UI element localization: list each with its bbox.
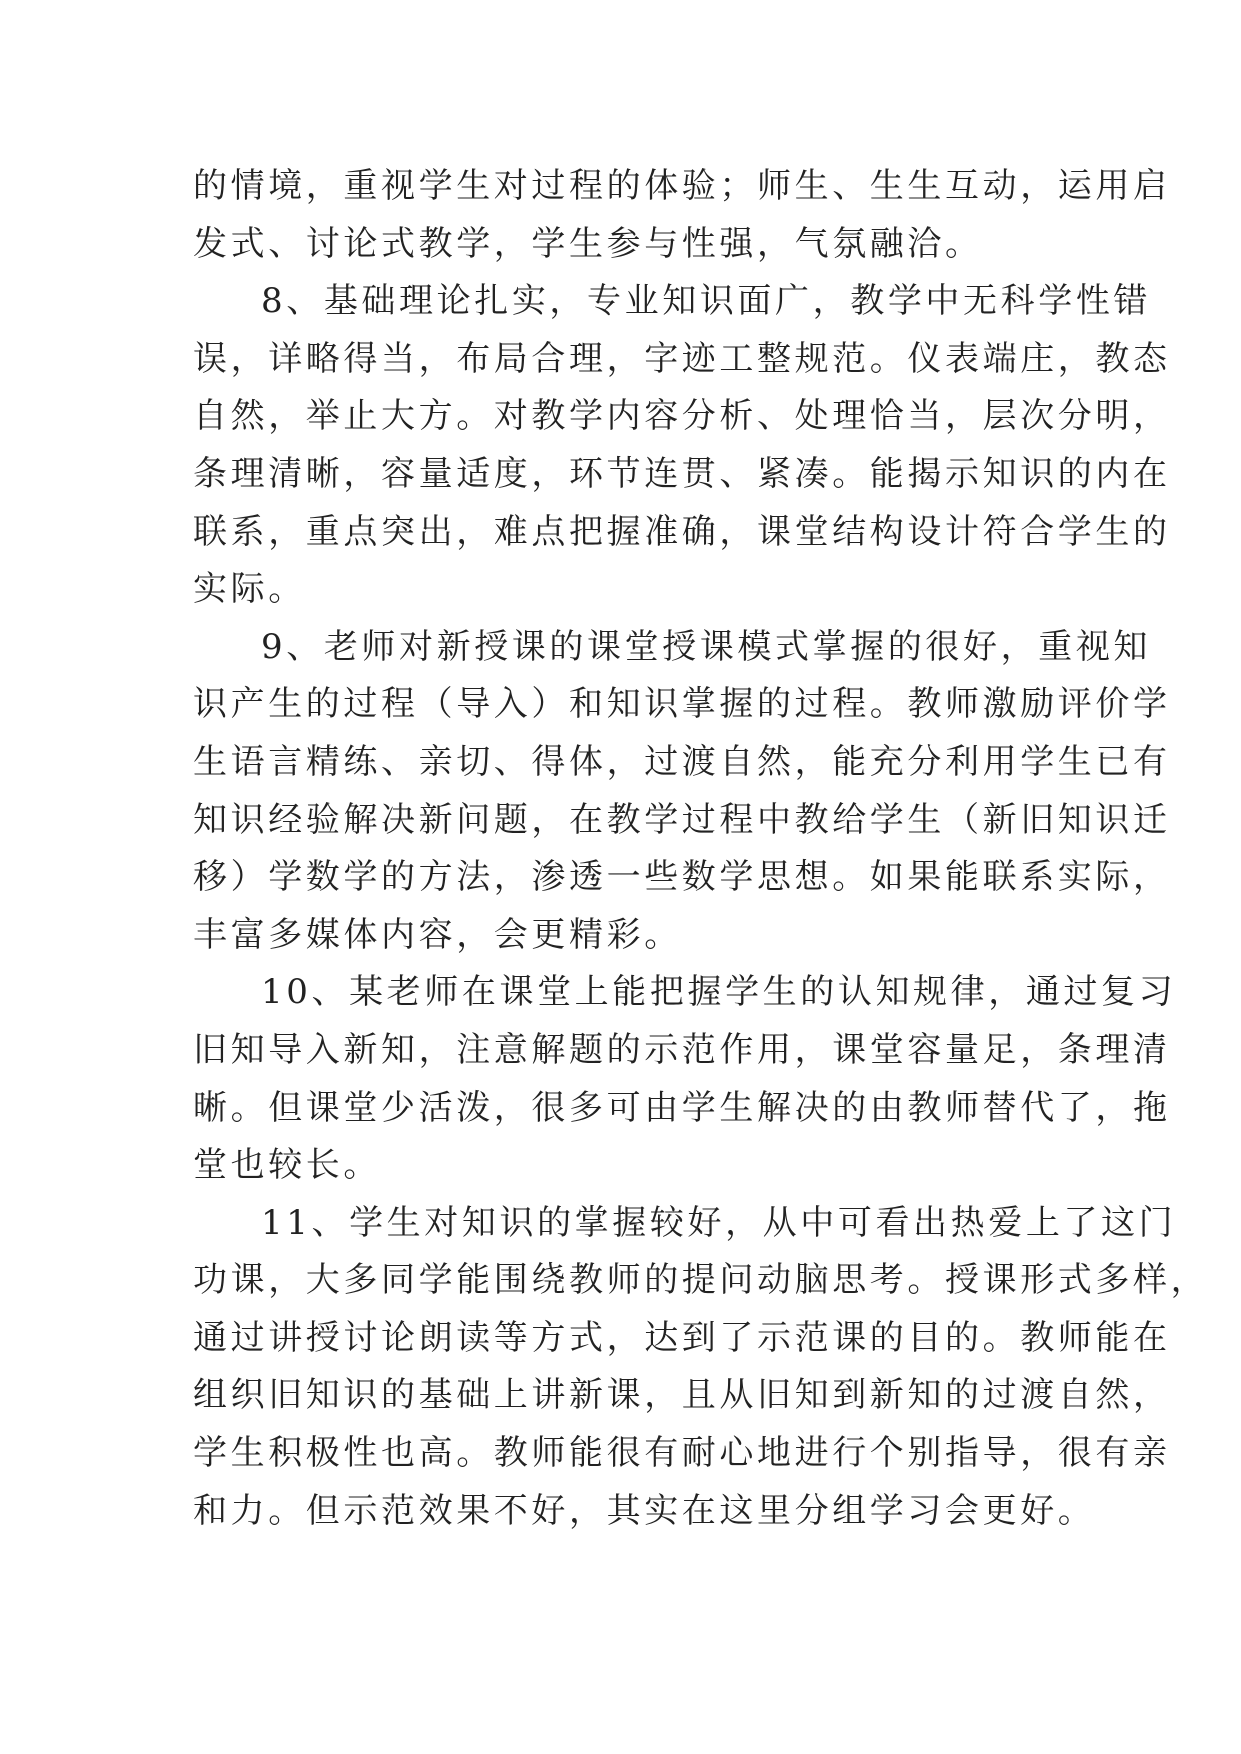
paragraph-8 xyxy=(193,273,1171,619)
paragraph-line: 9、老师对新授课的课堂授课模式掌握的很好，重视知 xyxy=(261,626,1152,667)
paragraph-line: 误，详略得当，布局合理，字迹工整规范。仪表端庄，教态 xyxy=(193,338,1171,379)
paragraph-line: 生语言精练、亲切、得体，过渡自然，能充分利用学生已有 xyxy=(193,741,1171,782)
paragraph-line: 自然，举止大方。对教学内容分析、处理恰当，层次分明， xyxy=(193,396,1171,437)
paragraph-line: 8、基础理论扎实，专业知识面广，教学中无科学性错 xyxy=(261,281,1152,322)
paragraph-7-continued xyxy=(193,158,1171,273)
paragraph-line: 组织旧知识的基础上讲新课，且从旧知到新知的过渡自然， xyxy=(193,1375,1171,1416)
document-body xyxy=(193,158,1209,1540)
paragraph-line: 和力。但示范效果不好，其实在这里分组学习会更好。 xyxy=(193,1490,1096,1531)
paragraph-10 xyxy=(193,964,1177,1194)
paragraph-line: 10、某老师在课堂上能把握学生的认知规律，通过复习 xyxy=(261,972,1177,1013)
paragraph-11 xyxy=(193,1195,1209,1541)
paragraph-line: 晰。但课堂少活泼，很多可由学生解决的由教师替代了，拖 xyxy=(193,1087,1171,1128)
paragraph-line: 实际。 xyxy=(193,569,306,610)
paragraph-line: 发式、讨论式教学，学生参与性强，气氛融洽。 xyxy=(193,223,983,264)
paragraph-line: 识产生的过程（导入）和知识掌握的过程。教师激励评价学 xyxy=(193,684,1171,725)
paragraph-line: 旧知导入新知，注意解题的示范作用，课堂容量足，条理清 xyxy=(193,1029,1171,1070)
paragraph-line: 功课，大多同学能围绕教师的提问动脑思考。授课形式多样， xyxy=(193,1260,1209,1301)
paragraph-line: 知识经验解决新问题，在教学过程中教给学生（新旧知识迁 xyxy=(193,799,1171,840)
paragraph-line: 联系，重点突出，难点把握准确，课堂结构设计符合学生的 xyxy=(193,511,1171,552)
paragraph-line: 条理清晰，容量适度，环节连贯、紧凑。能揭示知识的内在 xyxy=(193,453,1171,494)
paragraph-line: 移）学数学的方法，渗透一些数学思想。如果能联系实际， xyxy=(193,857,1171,898)
paragraph-line: 堂也较长。 xyxy=(193,1145,381,1186)
paragraph-line: 丰富多媒体内容，会更精彩。 xyxy=(193,914,682,955)
paragraph-9 xyxy=(193,619,1171,965)
paragraph-line: 11、学生对知识的掌握较好，从中可看出热爱上了这门 xyxy=(261,1202,1177,1243)
paragraph-line: 通过讲授讨论朗读等方式，达到了示范课的目的。教师能在 xyxy=(193,1317,1171,1358)
paragraph-line: 学生积极性也高。教师能很有耐心地进行个别指导，很有亲 xyxy=(193,1433,1171,1474)
paragraph-line: 的情境，重视学生对过程的体验；师生、生生互动，运用启 xyxy=(193,166,1171,206)
